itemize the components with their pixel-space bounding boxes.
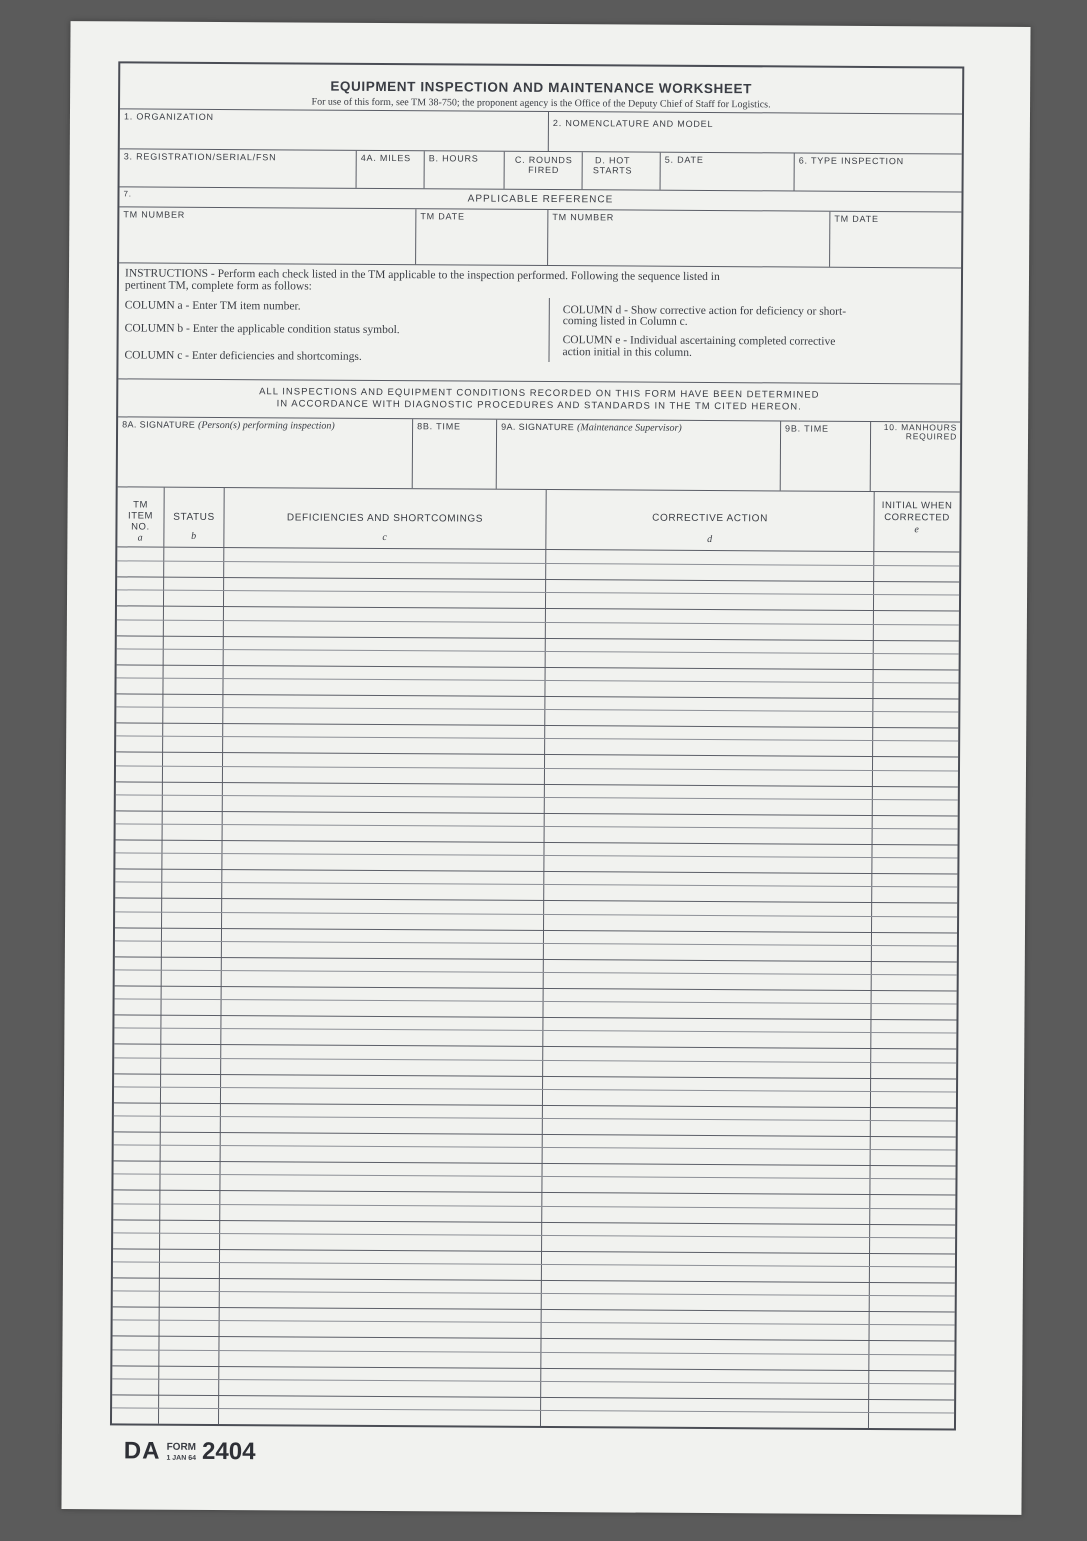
form-edition [166,1443,196,1463]
col-a-header [117,487,163,546]
hot-starts-label: D. HOT STARTS [592,155,633,176]
instructions-line-1: INSTRUCTIONS - Perform each check listed in the TM applicable to the inspection performed. Following the sequence listed in [124,267,720,284]
manhours-field[interactable] [870,422,960,492]
table-row-line [114,1044,956,1050]
table-row-midline [115,911,957,917]
signature-9a-label [501,422,682,434]
form-sheet [61,21,1030,1515]
table-row-line [116,810,958,816]
table-row-line [113,1277,955,1283]
reference-row [119,207,961,268]
date-label: 5. DATE [664,154,704,165]
signature-9a-qualifier: (Maintenance Supervisor) [577,422,682,434]
col-a-title: TM ITEM NO. [127,499,154,533]
table-row-midline [113,1290,955,1296]
table-row-midline [117,590,959,596]
col-d-letter: d [707,533,713,546]
table-row-midline [115,998,957,1004]
tm-number-label-2: TM NUMBER [552,212,615,223]
certification-block [118,379,960,422]
col-b-header [163,488,223,547]
miles-field[interactable] [356,151,424,188]
table-row-midline [114,1144,956,1150]
table-row-midline [112,1378,954,1384]
hours-label: B. HOURS [428,153,479,164]
instructions-col-d-1: COLUMN d - Show corrective action for deficiency or short- [562,304,847,318]
table-row-line [115,927,957,933]
tm-number-field-2[interactable] [547,210,829,267]
instructions-col-e-2: action initial in this column. [562,346,692,359]
col-c-letter: c [382,531,388,544]
table-row-line [113,1307,955,1313]
signature-9a-field[interactable] [496,420,780,491]
table-row-line [115,898,957,904]
form-frame [110,61,964,1430]
tm-number-field-1[interactable] [119,207,415,264]
instructions-block [118,263,961,384]
col-d-title: CORRECTIVE ACTION [652,512,768,525]
tm-date-label-2: TM DATE [834,213,879,225]
type-inspection-label: 6. TYPE INSPECTION [798,155,905,167]
table-row-midline [114,1028,956,1034]
instructions-col-e-1: COLUMN e - Individual ascertaining completed corrective [562,334,836,348]
organization-label: 1. ORGANIZATION [123,111,214,122]
table-row-line [112,1365,954,1371]
registration-label: 3. REGISTRATION/SERIAL/FSN [123,151,277,163]
table-row-line [113,1336,955,1342]
col-e-header [873,492,959,552]
table-row-midline [115,940,957,946]
col-c-title: DEFICIENCIES AND SHORTCOMINGS [286,512,484,525]
table-row-line [114,1102,956,1108]
instructions-col-b: COLUMN b - Enter the applicable condition status symbol. [124,322,400,337]
form-date: 1 JAN 64 [166,1454,197,1462]
table-row-midline [114,1174,956,1180]
table-row-line [114,1161,956,1167]
table-row-line [116,723,958,729]
table-row-midline [116,794,958,800]
tm-date-label-1: TM DATE [420,211,465,222]
rounds-fired-field[interactable] [504,152,582,189]
table-header [117,487,959,552]
table-row-midline [114,1057,956,1063]
table-row-midline [112,1349,954,1355]
table-row-midline [115,852,957,858]
table-row-midline [115,969,957,975]
col-c-header [223,488,545,549]
rounds-fired-label: C. ROUNDS FIRED [514,154,573,176]
manhours-label: 10. MANHOURS REQUIRED [883,422,958,442]
signature-8a-field[interactable] [118,417,412,488]
nomenclature-field[interactable] [548,112,962,154]
table-row-line [114,1073,956,1079]
table-row-line [113,1248,955,1254]
form-header [120,63,962,114]
table-row-line [113,1190,955,1196]
table-row-midline [116,736,958,742]
table-row-midline [112,1407,954,1413]
time-9b-label: 9B. TIME [785,423,829,434]
table-row-line [114,1015,956,1021]
applicable-reference-label: APPLICABLE REFERENCE [467,193,614,206]
table-row-line [117,664,959,670]
tm-date-field-1[interactable] [415,209,547,265]
signature-8a-prefix: 8A. SIGNATURE [122,419,196,430]
col-b-title: STATUS [173,511,215,523]
certification-text [118,385,960,414]
time-8b-label: 8B. TIME [417,421,461,432]
type-inspection-field[interactable] [794,154,962,192]
hours-field[interactable] [424,151,504,188]
col-e-letter: e [914,524,920,536]
table-row-midline [114,1115,956,1121]
date-field[interactable] [660,153,794,191]
form-prefix: DA [123,1437,161,1465]
tm-number-label-1: TM NUMBER [123,209,186,220]
col-e-title: INITIAL WHEN CORRECTED [881,500,953,524]
signature-8a-qualifier: (Person(s) performing inspection) [198,419,335,432]
table-row-midline [117,561,959,567]
table-row-line [116,839,958,845]
registration-row [120,149,962,192]
table-row-midline [116,706,958,712]
table-row-midline [113,1232,955,1238]
instructions-col-a: COLUMN a - Enter TM item number. [124,299,301,313]
form-number-value: 2404 [201,1437,256,1466]
instructions-line-2: pertinent TM, complete form as follows: [124,279,312,293]
instructions-divider [548,298,549,362]
table-row-midline [115,882,957,888]
table-row-midline [114,1086,956,1092]
certification-line-1: ALL INSPECTIONS AND EQUIPMENT CONDITIONS RECORDED ON THIS FORM HAVE BEEN DETERMINED [259,386,820,401]
time-8b-field[interactable] [412,419,496,489]
table-row-line [116,693,958,699]
hot-starts-field[interactable] [582,152,660,189]
table-row-line [116,781,958,787]
table-row-midline [116,823,958,829]
table-body [112,547,959,1428]
table-row-line [117,577,959,583]
signature-9a-prefix: 9A. SIGNATURE [501,421,575,433]
col-d-header [545,490,873,551]
form-number [124,1437,256,1466]
table-row-line [115,956,957,962]
signature-8a-label [122,419,335,431]
signature-row [118,417,960,492]
form-subtitle: For use of this form, see TM 38-750; the proponent agency is the Office of the Deputy Chief of Staff for Logistics. [311,96,771,111]
table-row-line [115,869,957,875]
table-row-line [112,1394,954,1400]
table-row-midline [113,1261,955,1267]
form-word: FORM [166,1441,197,1453]
table-row-midline [117,619,959,625]
table-row-line [115,985,957,991]
table-row-midline [117,648,959,654]
organization-field[interactable] [120,109,548,151]
form-title: EQUIPMENT INSPECTION AND MAINTENANCE WORKSHEET [330,78,753,97]
registration-field[interactable] [120,149,356,187]
table-row-midline [116,765,958,771]
table-row-midline [113,1203,955,1209]
table-row-line [116,752,958,758]
table-row-midline [113,1320,955,1326]
table-row-midline [117,677,959,683]
org-row [120,109,962,154]
col-a-letter: a [137,532,144,544]
time-9b-field[interactable] [780,421,870,491]
table-row-line [114,1131,956,1137]
table-row-line [117,635,959,641]
certification-line-2: IN ACCORDANCE WITH DIAGNOSTIC PROCEDURES AND STANDARDS IN THE TM CITED HEREON. [276,398,802,413]
instructions-col-d-2: coming listed in Column c. [562,315,688,328]
miles-label: 4A. MILES [360,152,411,164]
instructions-col-c: COLUMN c - Enter deficiencies and shortcomings. [124,349,362,363]
tm-date-field-2[interactable] [829,212,961,268]
col-b-letter: b [191,530,197,542]
table-row-line [117,606,959,612]
item7-label: 7. [123,189,132,199]
table-row-line [113,1219,955,1225]
nomenclature-label: 2. NOMENCLATURE AND MODEL [552,118,714,130]
